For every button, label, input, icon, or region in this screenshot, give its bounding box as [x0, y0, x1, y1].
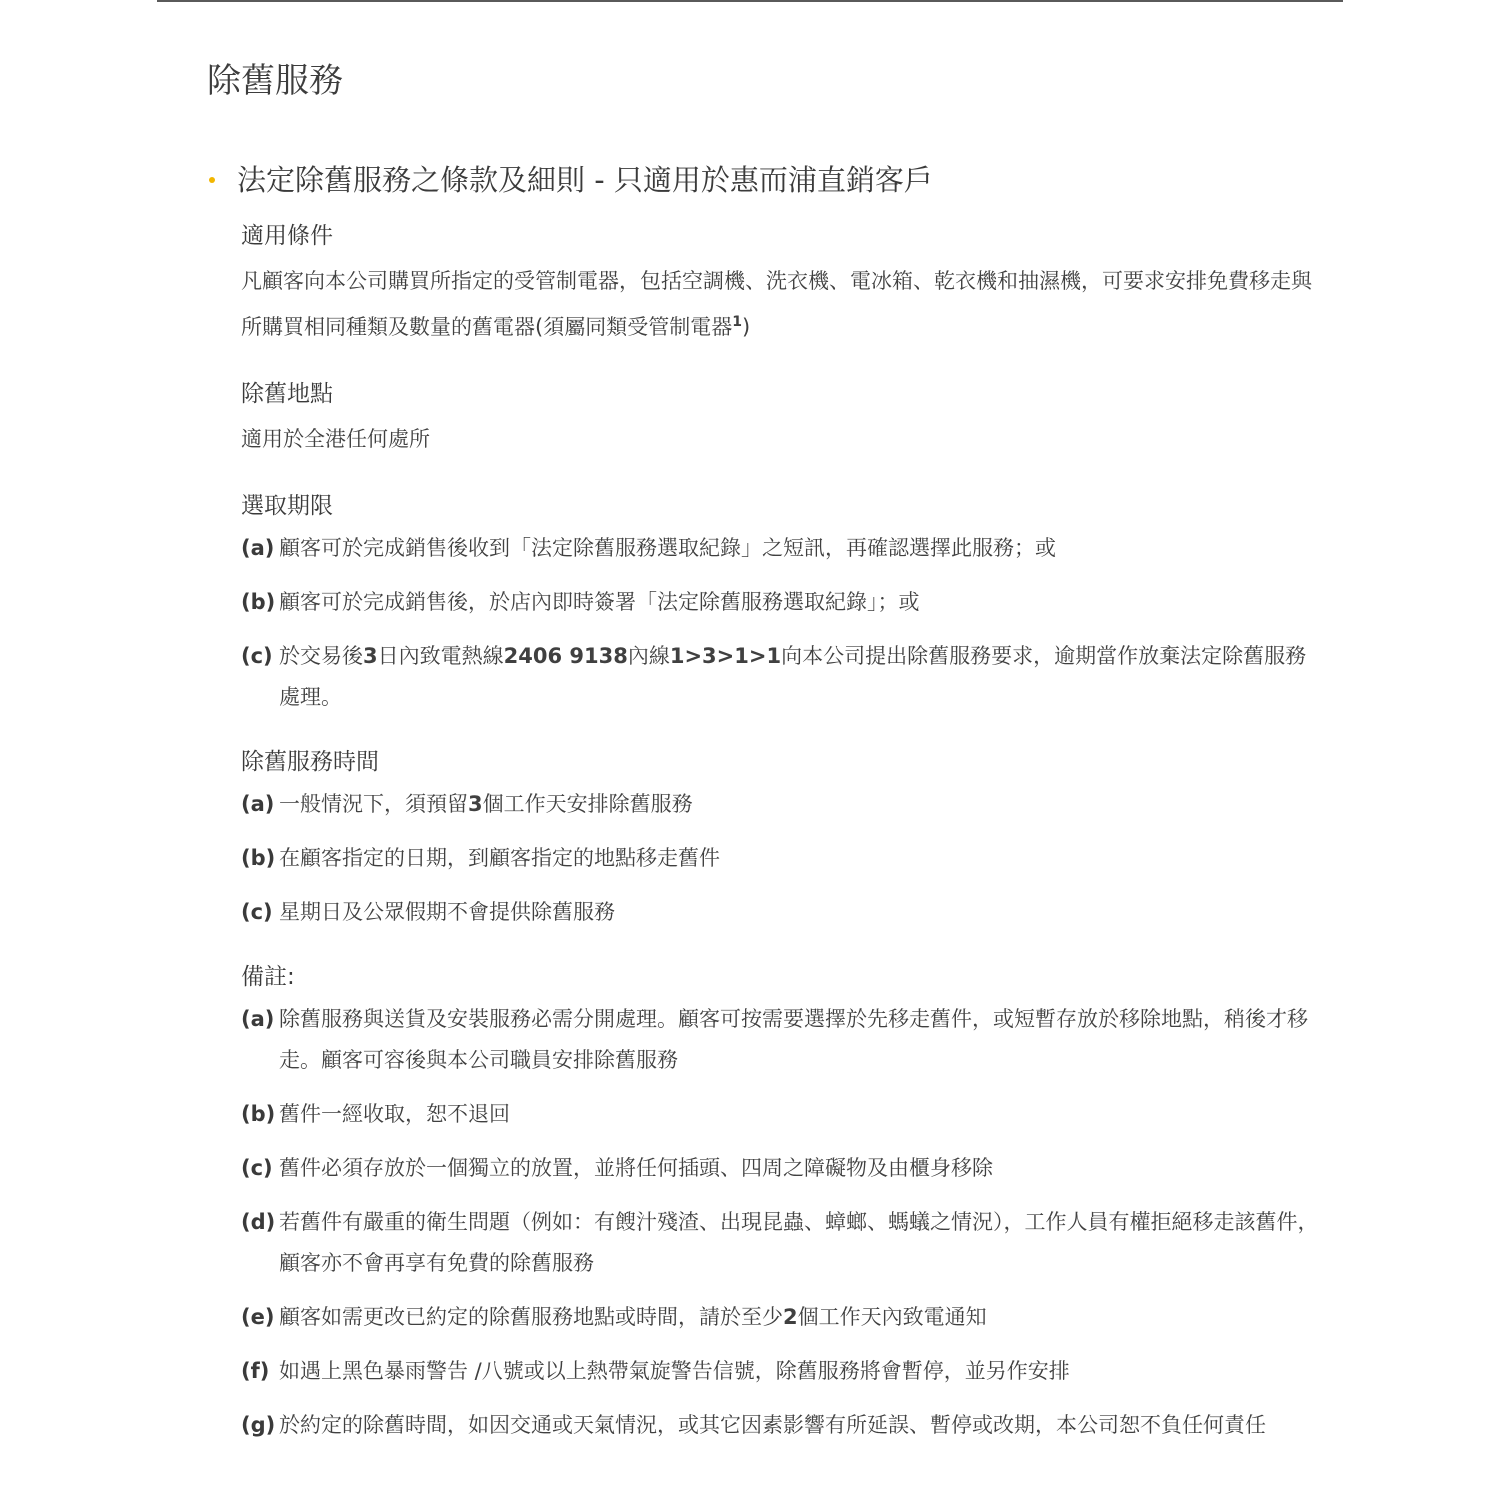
- text-fragment: 內線: [627, 644, 670, 668]
- list-item-text: 在顧客指定的日期，到顧客指定的地點移走舊件: [279, 846, 720, 870]
- day-count: 3: [363, 644, 378, 668]
- list-item: [241, 1148, 1321, 1189]
- service-time-heading: 除舊服務時間: [241, 749, 379, 775]
- list-item: [241, 1094, 1321, 1135]
- section-title: 法定除舊服務之條款及細則 - 只適用於惠而浦直銷客戶: [237, 163, 933, 197]
- list-marker: (b): [241, 1102, 276, 1126]
- location-text: 適用於全港任何處所: [241, 427, 430, 451]
- list-item-text: [279, 636, 1321, 718]
- list-item-text: 舊件一經收取，恕不退回: [279, 1102, 510, 1126]
- list-marker: (a): [241, 536, 275, 560]
- day-count: 3: [468, 792, 483, 816]
- list-marker: (g): [241, 1413, 276, 1437]
- footnote-marker: 1: [732, 314, 742, 330]
- eligibility-closing: ): [741, 315, 751, 339]
- list-marker: (a): [241, 1007, 275, 1031]
- list-item: [241, 636, 1321, 718]
- location-block: [241, 372, 1321, 462]
- remarks-heading: 備註:: [241, 964, 295, 990]
- list-item: [241, 999, 1321, 1081]
- list-marker: (b): [241, 846, 276, 870]
- text-fragment: 向本公司提出除舊服務要求，逾期當作放棄法定除舊服務處理。: [279, 644, 1307, 709]
- list-item: [241, 528, 1321, 569]
- list-marker: (a): [241, 792, 275, 816]
- list-item: [241, 1405, 1321, 1446]
- eligibility-body: 凡顧客向本公司購買所指定的受管制電器，包括空調機、洗衣機、電冰箱、乾衣機和抽濕機，可要求安排免費移走與所購買相同種類及數量的舊電器(須屬同類受管制電器: [241, 269, 1312, 339]
- section-header[interactable]: [207, 160, 933, 200]
- eligibility-block: [241, 214, 1321, 350]
- list-item: [241, 1297, 1321, 1338]
- list-item: [241, 784, 1321, 825]
- list-item: [241, 838, 1321, 879]
- text-fragment: 個工作天內致電通知: [797, 1305, 987, 1329]
- list-marker: (f): [241, 1359, 270, 1383]
- list-item-text: 於約定的除舊時間，如因交通或天氣情況，或其它因素影響有所延誤、暫停或改期，本公司恕不負任何責任: [279, 1413, 1266, 1437]
- eligibility-heading: 適用條件: [241, 223, 333, 249]
- list-item: [241, 1351, 1321, 1392]
- deadline-block: [241, 484, 1321, 718]
- text-fragment: 顧客如需更改已約定的除舊服務地點或時間，請於至少: [279, 1305, 783, 1329]
- text-fragment: 日內致電熱線: [377, 644, 504, 668]
- list-item: [241, 1202, 1321, 1284]
- list-item: [241, 892, 1321, 933]
- list-item-text: 星期日及公眾假期不會提供除舊服務: [279, 900, 615, 924]
- eligibility-text: [241, 258, 1321, 350]
- list-item-text: 若舊件有嚴重的衛生問題（例如：有餿汁殘渣、出現昆蟲、蟑螂、螞蟻之情況），工作人員有權拒絕移走該舊件，顧客亦不會再享有免費的除舊服務: [279, 1210, 1319, 1275]
- list-marker: (d): [241, 1210, 276, 1234]
- list-marker: (b): [241, 590, 276, 614]
- text-fragment: 於交易後: [279, 644, 363, 668]
- list-item: [241, 582, 1321, 623]
- location-heading: 除舊地點: [241, 381, 333, 407]
- list-item-text: [279, 1297, 1321, 1338]
- list-marker: (c): [241, 900, 273, 924]
- terms-content: [241, 214, 1321, 1468]
- list-item-text: 顧客可於完成銷售後，於店內即時簽署「法定除舊服務選取紀錄」；或: [279, 590, 920, 614]
- hotline-number[interactable]: 2406 9138: [503, 644, 628, 668]
- text-fragment: 一般情況下，須預留: [279, 792, 468, 816]
- page-title: 除舊服務: [207, 60, 343, 101]
- bullet-dot-icon: [209, 177, 215, 183]
- remarks-block: [241, 955, 1321, 1446]
- list-marker: (e): [241, 1305, 275, 1329]
- top-divider: [157, 0, 1343, 2]
- day-count: 2: [783, 1305, 798, 1329]
- text-fragment: 個工作天安排除舊服務: [482, 792, 693, 816]
- list-marker: (c): [241, 644, 273, 668]
- extension-path: 1>3>1>1: [669, 644, 782, 668]
- list-item-text: 顧客可於完成銷售後收到「法定除舊服務選取紀錄」之短訊，再確認選擇此服務；或: [279, 536, 1056, 560]
- list-marker: (c): [241, 1156, 273, 1180]
- deadline-heading: 選取期限: [241, 493, 333, 519]
- service-time-block: [241, 740, 1321, 933]
- list-item-text: [279, 784, 1321, 825]
- list-item-text: 如遇上黑色暴雨警告 /八號或以上熱帶氣旋警告信號，除舊服務將會暫停，並另作安排: [279, 1359, 1070, 1383]
- list-item-text: 舊件必須存放於一個獨立的放置，並將任何插頭、四周之障礙物及由櫃身移除: [279, 1156, 993, 1180]
- list-item-text: 除舊服務與送貨及安裝服務必需分開處理。顧客可按需要選擇於先移走舊件，或短暫存放於移除地點，稍後才移走。顧客可容後與本公司職員安排除舊服務: [279, 1007, 1308, 1072]
